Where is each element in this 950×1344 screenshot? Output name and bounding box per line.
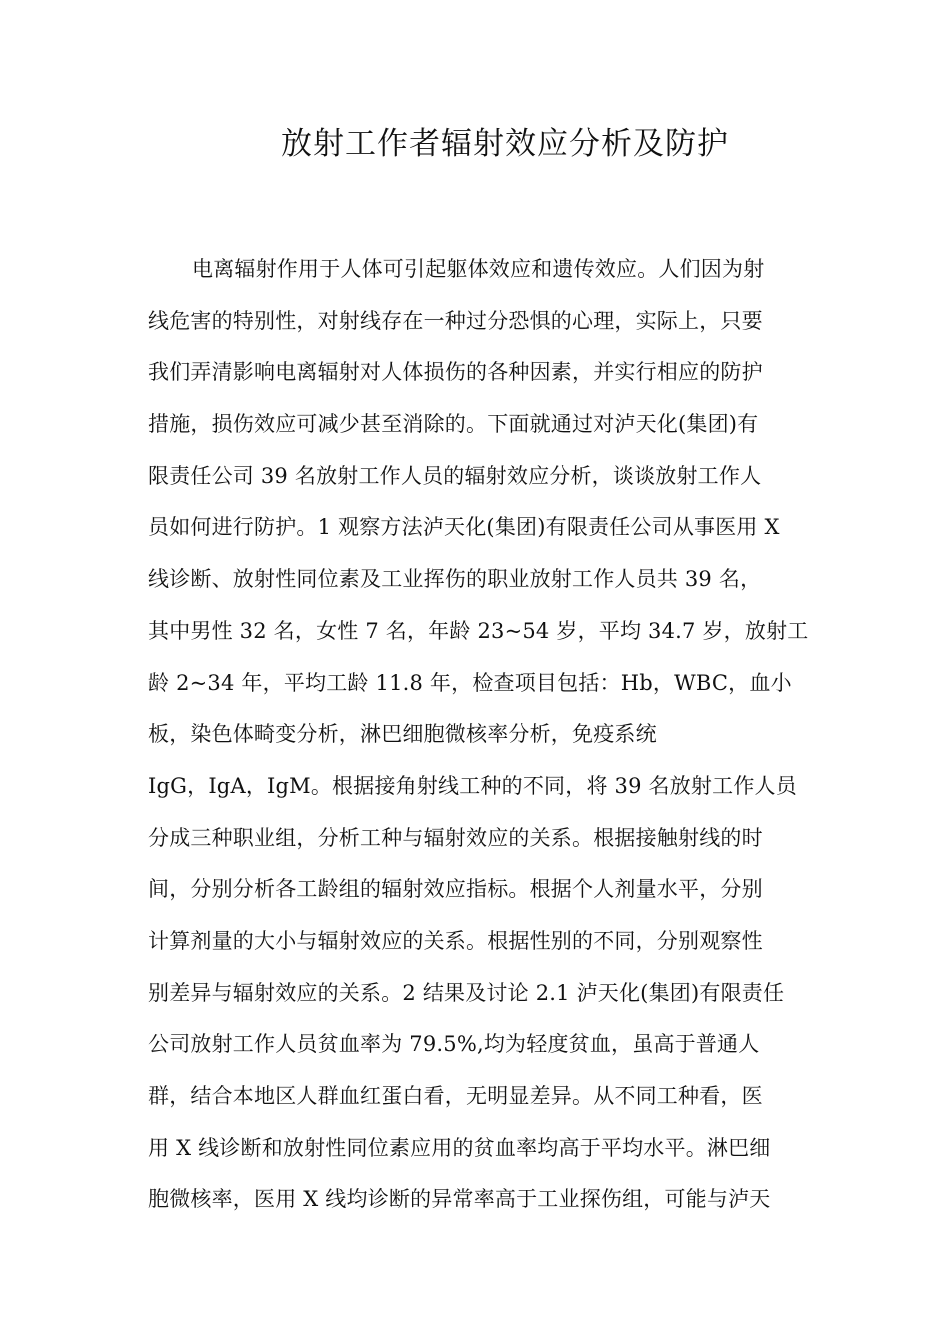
text-line: 计算剂量的大小与辐射效应的关系。根据性别的不同，分别观察性: [148, 928, 763, 953]
text-line: 公司放射工作人员贫血率为 79.5%,均为轻度贫血，虽高于普通人: [148, 1032, 760, 1057]
document-body: [148, 244, 808, 1226]
text-line: 胞微核率，医用 X 线均诊断的异常率高于工业探伤组，可能与泸天: [148, 1187, 771, 1212]
text-line: 员如何进行防护。1 观察方法泸天化(集团)有限责任公司从事医用 X: [148, 515, 780, 540]
text-line: 限责任公司 39 名放射工作人员的辐射效应分析，谈谈放射工作人: [148, 463, 762, 488]
text-line: 我们弄清影响电离辐射对人体损伤的各种因素，并实行相应的防护: [148, 360, 763, 385]
text-line: 线诊断、放射性同位素及工业挥伤的职业放射工作人员共 39 名，: [148, 567, 762, 592]
text-line: IgG，IgA，IgM。根据接角射线工种的不同，将 39 名放射工作人员: [148, 773, 797, 798]
text-line: 其中男性 32 名，女性 7 名，年龄 23~54 岁，平均 34.7 岁，放射工: [148, 618, 809, 643]
document-title: 放射工作者辐射效应分析及防护: [281, 126, 729, 162]
text-line: 间，分别分析各工龄组的辐射效应指标。根据个人剂量水平，分别: [148, 877, 763, 902]
text-line: 分成三种职业组，分析工种与辐射效应的关系。根据接触射线的时: [148, 825, 763, 850]
text-line: 群，结合本地区人群血红蛋白看，无明显差异。从不同工种看，医: [148, 1084, 763, 1108]
text-line: 用 X 线诊断和放射性同位素应用的贫血率均高于平均水平。淋巴细: [148, 1135, 771, 1160]
text-line: 板，染色体畸变分析，淋巴细胞微核率分析，免疫系统: [148, 722, 657, 747]
text-line: 电离辐射作用于人体可引起躯体效应和遗传效应。人们因为射: [192, 257, 765, 281]
text-line: 线危害的特别性，对射线存在一种过分恐惧的心理，实际上，只要: [148, 308, 763, 333]
text-line: 措施，损伤效应可减少甚至消除的。下面就通过对泸天化(集团)有: [148, 412, 759, 437]
text-line: 别差异与辐射效应的关系。2 结果及讨论 2.1 泸天化(集团)有限责任: [148, 980, 785, 1005]
text-line: 龄 2~34 年，平均工龄 11.8 年，检查项目包括：Hb，WBC，血小: [148, 670, 792, 695]
